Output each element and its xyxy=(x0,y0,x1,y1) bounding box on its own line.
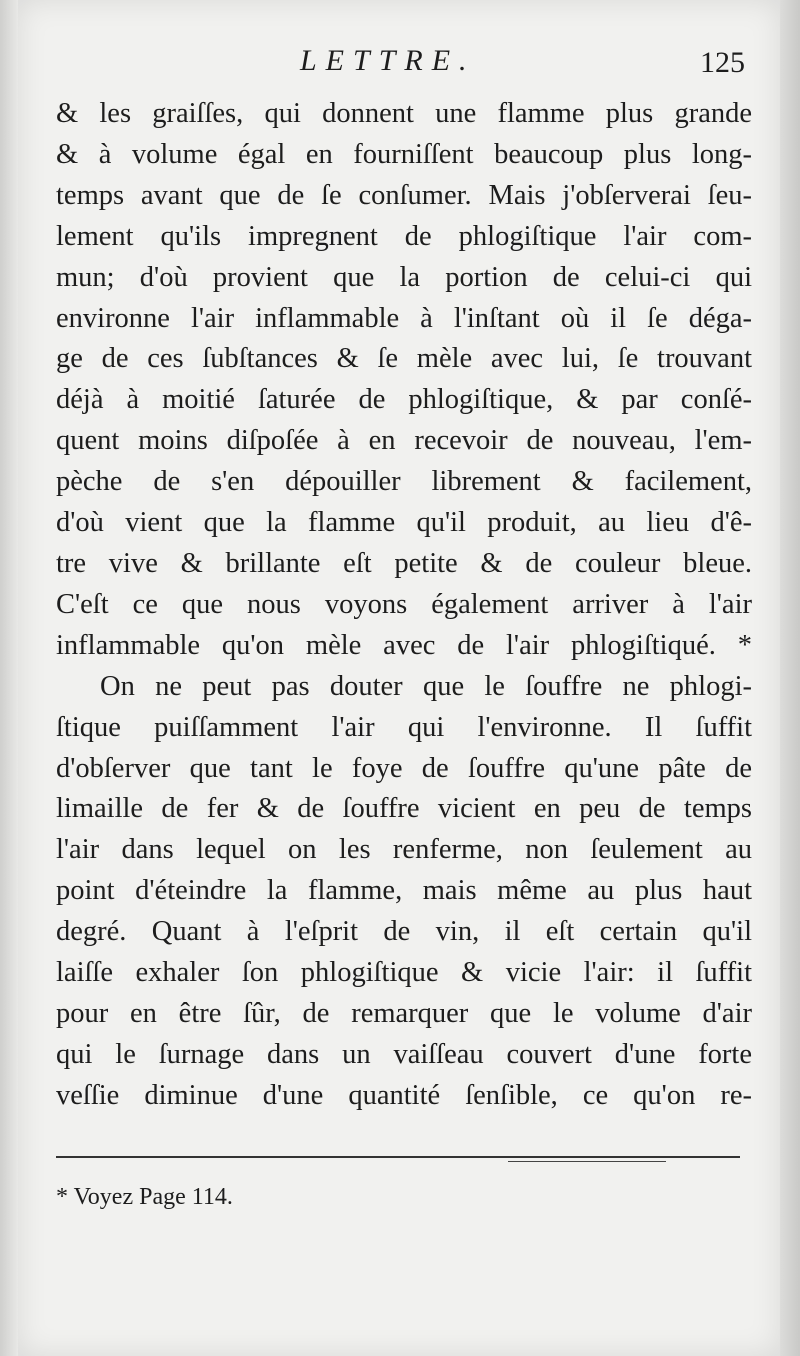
text-line: lement qu'ils impregnent de phlogiſtique l'air com- xyxy=(56,220,752,252)
text-line: d'où vient que la flamme qu'il produit, au lieu d'ê- xyxy=(56,507,752,539)
text-line: mun; d'où provient que la portion de celui-ci qui xyxy=(56,261,752,293)
text-line: pour en être ſûr, de remarquer que le volume d'air xyxy=(56,997,752,1029)
text-line: l'air dans lequel on les renferme, non ſeulement au xyxy=(56,834,752,866)
page-edge-shadow xyxy=(780,0,800,1356)
text-line: tre vive & brillante eſt petite & de couleur bleue. xyxy=(56,547,752,579)
text-line: degré. Quant à l'eſprit de vin, il eſt certain qu'il xyxy=(56,916,752,948)
text-line: laiſſe exhaler ſon phlogiſtique & vicie l'air: il ſuffit xyxy=(56,957,752,989)
text-line: & à volume égal en fourniſſent beaucoup plus long- xyxy=(56,138,752,170)
footnote: * Voyez Page 114. xyxy=(56,1184,233,1210)
text-line: ſtique puiſſamment l'air qui l'environne. Il ſuffit xyxy=(56,711,752,743)
body-text xyxy=(56,94,752,1117)
text-line: environne l'air inflammable à l'inſtant où il ſe déga- xyxy=(56,302,752,334)
text-line: temps avant que de ſe conſumer. Mais j'obſerverai ſeu- xyxy=(56,179,752,211)
text-line: veſſie diminue d'une quantité ſenſible, ce qu'on re- xyxy=(56,1079,752,1111)
text-line: C'eſt ce que nous voyons également arriver à l'air xyxy=(56,588,752,620)
text-line: qui le ſurnage dans un vaiſſeau couvert d'une forte xyxy=(56,1038,752,1070)
text-line: pèche de s'en dépouiller librement & facilement, xyxy=(56,466,752,498)
running-title: LETTRE. xyxy=(300,44,476,77)
page-binding-shadow xyxy=(0,0,18,1356)
text-line: limaille de fer & de ſouffre vicient en peu de temps xyxy=(56,793,752,825)
text-line: d'obſerver que tant le foye de ſouffre qu'une pâte de xyxy=(56,752,752,784)
text-line: On ne peut pas douter que le ſouffre ne phlogi- xyxy=(100,670,752,702)
text-line: quent moins diſpoſée à en recevoir de nouveau, l'em- xyxy=(56,425,752,457)
text-line: point d'éteindre la flamme, mais même au plus haut xyxy=(56,875,752,907)
page-number: 125 xyxy=(700,46,745,79)
text-line: ge de ces ſubſtances & ſe mèle avec lui, ſe trouvant xyxy=(56,343,752,375)
page-header xyxy=(0,40,800,90)
footnote-rule xyxy=(56,1156,740,1158)
text-line: déjà à moitié ſaturée de phlogiſtique, & par conſé- xyxy=(56,384,752,416)
text-line: & les graiſſes, qui donnent une flamme plus grande xyxy=(56,98,752,129)
text-line: inflammable qu'on mèle avec de l'air phlogiſtiqué. * xyxy=(56,629,752,661)
